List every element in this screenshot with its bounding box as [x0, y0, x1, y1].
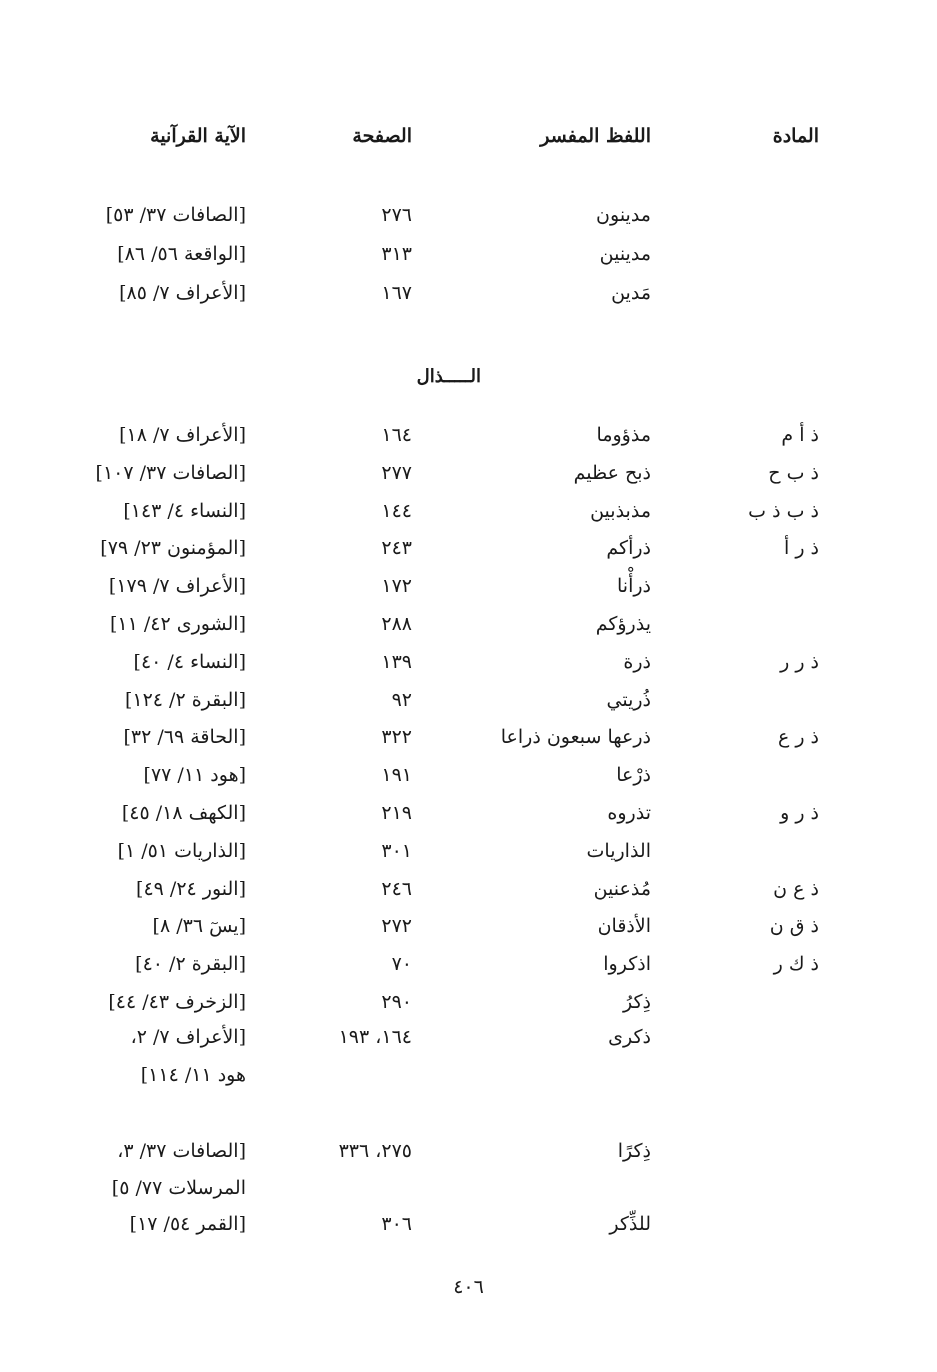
- verse-cell: [النور ٢٤/ ٤٩]: [136, 878, 246, 900]
- verse-cell: [الكهف ١٨/ ٤٥]: [121, 802, 246, 824]
- verse-cell-continued: المرسلات ٧٧/ ٥]: [111, 1177, 246, 1199]
- word-cell: ذِكرًا: [617, 1140, 651, 1162]
- verse-cell: [الأعراف ٧/ ١٧٩]: [108, 575, 246, 597]
- header-root: المادة: [772, 125, 819, 147]
- page-cell: ٢٩٠: [381, 991, 412, 1013]
- word-cell: ذُريتي: [606, 689, 651, 711]
- page-cell: ١٤٤: [381, 500, 412, 522]
- word-cell: ذرْعا: [616, 764, 651, 786]
- word-cell: ذرة: [623, 651, 651, 673]
- verse-cell: [الأعراف ٧/ ٢،: [130, 1026, 246, 1048]
- word-cell: مدينين: [599, 243, 651, 265]
- page-cell: ٣٠٦: [381, 1213, 412, 1235]
- page-cell: ١٦٤، ١٩٣: [338, 1026, 412, 1048]
- section-title: الـــــذال: [416, 366, 481, 387]
- page-cell: ٧٠: [391, 953, 412, 975]
- verse-cell: [الواقعة ٥٦/ ٨٦]: [117, 243, 246, 265]
- verse-cell: [النساء ٤/ ١٤٣]: [123, 500, 246, 522]
- page-cell: ٢٤٦: [381, 878, 412, 900]
- word-cell: مدينون: [596, 204, 651, 226]
- word-cell: مُذعنين: [593, 878, 651, 900]
- verse-cell: [البقرة ٢/ ٤٠]: [135, 953, 246, 975]
- word-cell: مذؤوما: [596, 424, 651, 446]
- header-page: الصفحة: [352, 125, 412, 147]
- word-cell: اذكروا: [603, 953, 651, 975]
- page-cell: ٢٧٥، ٣٣٦: [338, 1140, 412, 1162]
- root-cell: ذ ر ر: [780, 651, 819, 673]
- verse-cell-continued: هود ١١/ ١١٤]: [140, 1064, 246, 1086]
- page-cell: ٢٧٢: [381, 915, 412, 937]
- header-word: اللفظ المفسر: [540, 125, 651, 147]
- word-cell: يذرؤكم: [595, 613, 651, 635]
- page-cell: ١٦٤: [381, 424, 412, 446]
- page-cell: ٣٠١: [381, 840, 412, 862]
- word-cell: مَدين: [611, 282, 651, 304]
- verse-cell: [الصافات ٣٧/ ١٠٧]: [95, 462, 246, 484]
- word-cell: ذرأكم: [606, 537, 651, 559]
- word-cell: الأذقان: [597, 915, 651, 937]
- page-cell: ٩٢: [391, 689, 412, 711]
- root-cell: ذ ع ن: [773, 878, 819, 900]
- page-cell: ٢١٩: [381, 802, 412, 824]
- word-cell: ذرعها سبعون ذراعا: [500, 726, 651, 748]
- page-cell: ٣١٣: [381, 243, 412, 265]
- verse-cell: [الحاقة ٦٩/ ٣٢]: [123, 726, 246, 748]
- root-cell: ذ ق ن: [769, 915, 819, 937]
- root-cell: ذ ب ح: [768, 462, 819, 484]
- word-cell: ذِكرُ: [623, 991, 651, 1013]
- page-cell: ١٦٧: [381, 282, 412, 304]
- word-cell: الذاريات: [586, 840, 651, 862]
- verse-cell: [القمر ٥٤/ ١٧]: [129, 1213, 246, 1235]
- page-cell: ٢٧٧: [381, 462, 412, 484]
- root-cell: ذ ك ر: [773, 953, 819, 975]
- verse-cell: [الشورى ٤٢/ ١١]: [109, 613, 246, 635]
- word-cell: للذِّكر: [609, 1213, 651, 1235]
- page-cell: ٣٢٢: [381, 726, 412, 748]
- verse-cell: [النساء ٤/ ٤٠]: [133, 651, 246, 673]
- verse-cell: [هود ١١/ ٧٧]: [143, 764, 246, 786]
- word-cell: ذرأْنا: [617, 575, 651, 597]
- root-cell: ذ ر و: [780, 802, 819, 824]
- word-cell: ذكرى: [608, 1026, 651, 1048]
- page-cell: ١٩١: [381, 764, 412, 786]
- page-number: ٤٠٦: [453, 1276, 484, 1298]
- root-cell: ذ ر أ: [784, 537, 819, 559]
- word-cell: ذبح عظيم: [573, 462, 651, 484]
- root-cell: ذ ب ذ ب: [748, 500, 819, 522]
- verse-cell: [الأعراف ٧/ ٨٥]: [119, 282, 246, 304]
- page-cell: ٢٨٨: [381, 613, 412, 635]
- verse-cell: [الذاريات ٥١/ ١]: [117, 840, 246, 862]
- word-cell: مذبذبين: [590, 500, 651, 522]
- verse-cell: [يسٓ ٣٦/ ٨]: [152, 915, 246, 937]
- verse-cell: [البقرة ٢/ ١٢٤]: [124, 689, 246, 711]
- root-cell: ذ أ م: [781, 424, 819, 446]
- root-cell: ذ ر ع: [777, 726, 819, 748]
- verse-cell: [المؤمنون ٢٣/ ٧٩]: [100, 537, 246, 559]
- page-cell: ١٣٩: [381, 651, 412, 673]
- verse-cell: [الصافات ٣٧/ ٥٣]: [105, 204, 246, 226]
- page-cell: ٢٧٦: [381, 204, 412, 226]
- page-cell: ٢٤٣: [381, 537, 412, 559]
- page-cell: ١٧٢: [381, 575, 412, 597]
- verse-cell: [الصافات ٣٧/ ٣،: [117, 1140, 246, 1162]
- verse-cell: [الأعراف ٧/ ١٨]: [119, 424, 246, 446]
- verse-cell: [الزخرف ٤٣/ ٤٤]: [108, 991, 246, 1013]
- header-verse: الآية القرآنية: [150, 125, 246, 147]
- word-cell: تذروه: [607, 802, 651, 824]
